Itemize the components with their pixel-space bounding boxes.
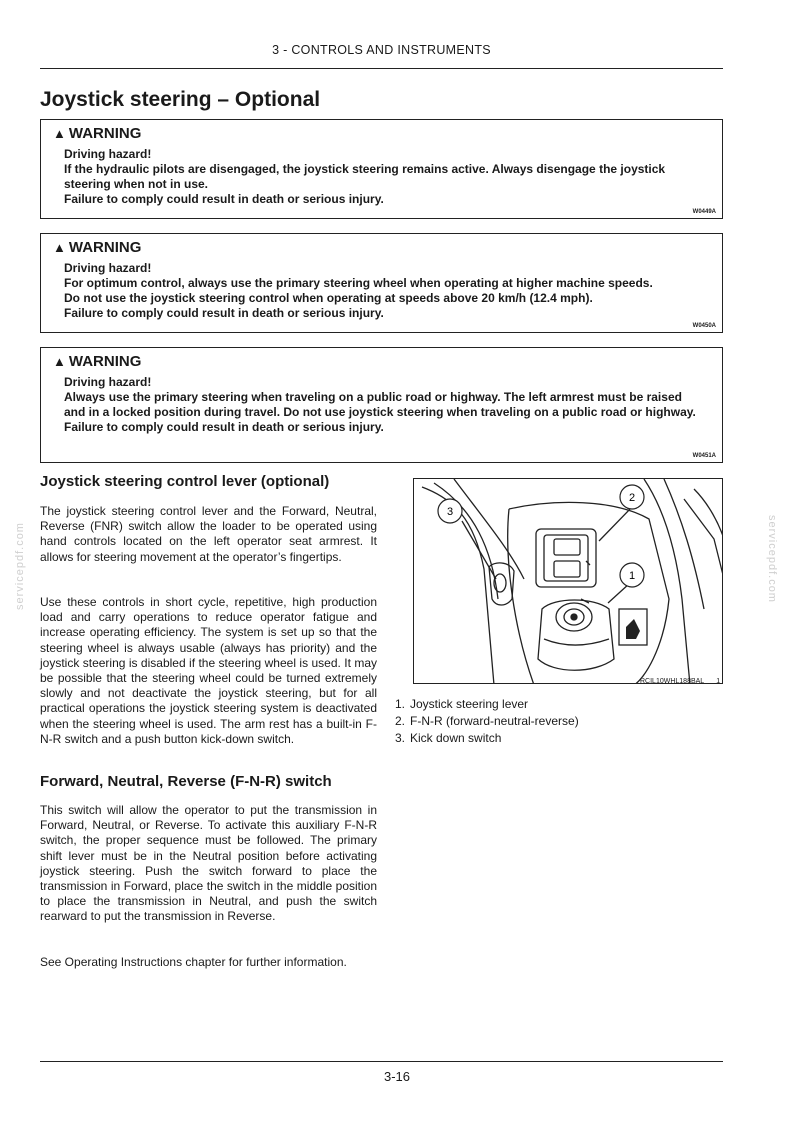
warning-line: Do not use the joystick steering control when operating at speeds above 20 km/h (12.4 mph). [64, 291, 593, 305]
legend-item [395, 730, 579, 747]
watermark-right: servicepdf.com [766, 515, 778, 603]
callout-2 [620, 485, 644, 509]
warning-triangle-icon: ▲ [53, 126, 66, 141]
callout-3 [438, 499, 462, 523]
warning-line: Driving hazard! [64, 375, 152, 389]
warning-triangle-icon: ▲ [53, 354, 66, 369]
figure-code: RCIL10WHL188BAL [640, 678, 705, 685]
warning-line: Driving hazard! [64, 261, 152, 275]
warning-label: WARNING [68, 353, 142, 370]
legend-number: 3. [395, 731, 406, 745]
header-section-title: 3 - CONTROLS AND INSTRUMENTS [272, 43, 491, 57]
callout-label: 3 [446, 506, 454, 518]
paragraph: This switch will allow the operator to put the transmission in Forward, Neutral, or Reverse. To activate this auxiliary F-N-R switch, the proper sequence must be followed. The primary shift lever must be in the Neutral position before activating joystick steering. Push the switch forward to place the transmission in Forward, place the switch in the middle position to place the transmission in Neutral, and push the switch rearward to put the transmission in Reverse. [40, 803, 377, 924]
callout-label: 2 [628, 492, 636, 504]
section-heading-joystick: Joystick steering control lever (optional) [40, 473, 330, 490]
joystick-illustration [414, 479, 723, 684]
warning-header [53, 352, 141, 372]
legend-text: Joystick steering lever [410, 697, 529, 711]
warning-box-3 [40, 347, 723, 463]
page-title: Joystick steering – Optional [40, 88, 321, 111]
legend-item [395, 696, 579, 713]
warning-box-2 [40, 233, 723, 333]
figure-legend [395, 696, 579, 747]
page-number: 3-16 [383, 1069, 411, 1084]
legend-text: Kick down switch [410, 731, 502, 745]
paragraph: The joystick steering control lever and the Forward, Neutral, Reverse (FNR) switch allow the loader to be operated using hand controls located on the left operator seat armrest. It allows for steering movement at the operator’s fingertips. [40, 504, 377, 564]
watermark-left: servicepdf.com [14, 522, 26, 610]
warning-label: WARNING [68, 125, 142, 142]
warning-triangle-icon: ▲ [53, 240, 66, 255]
warning-line: Failure to comply could result in death or serious injury. [64, 306, 384, 320]
figure-number: 1 [716, 678, 721, 685]
warning-label: WARNING [68, 239, 142, 256]
legend-number: 2. [395, 714, 406, 728]
warning-line: Failure to comply could result in death or serious injury. [64, 420, 384, 434]
footer-divider [40, 1061, 723, 1062]
legend-number: 1. [395, 697, 406, 711]
warning-body [64, 261, 704, 321]
warning-header [53, 124, 141, 144]
warning-line: If the hydraulic pilots are disengaged, the joystick steering remains active. Always disengage the joystick steering when not in use. [64, 162, 666, 191]
warning-code: W0450A [692, 323, 716, 329]
figure-caption [640, 678, 720, 685]
joystick-figure [413, 478, 723, 684]
section-heading-fnr: Forward, Neutral, Reverse (F-N-R) switch [40, 773, 332, 790]
warning-line: Always use the primary steering when traveling on a public road or highway. The left armrest must be raised and in a locked position during travel. Do not use joystick steering when traveling on a public road or highway. [64, 390, 696, 419]
warning-body [64, 147, 704, 207]
warning-line: Driving hazard! [64, 147, 152, 161]
callout-label: 1 [628, 570, 636, 582]
warning-header [53, 238, 141, 258]
callout-1 [620, 563, 644, 587]
warning-code: W0451A [692, 453, 716, 459]
warning-body [64, 375, 704, 435]
warning-code: W0449A [692, 209, 716, 215]
warning-line: For optimum control, always use the primary steering wheel when operating at higher machine speeds. [64, 276, 653, 290]
running-header [40, 40, 723, 69]
warning-line: Failure to comply could result in death or serious injury. [64, 192, 384, 206]
paragraph: See Operating Instructions chapter for further information. [40, 955, 347, 969]
paragraph: Use these controls in short cycle, repetitive, high production load and carry operations to reduce operator fatigue and increase operating efficiency. The system is set up so that the steering wheel is always usable (always has priority) and the joystick steering is disabled if the steering wheel is used. It may be possible that the steering wheel could be turned extremely slowly and not deactivate the joystick steering, but for all practical operations the joystick steering system is deactivated when the steering wheel is used. The arm rest has a built-in F-N-R switch and a push button kick-down switch. [40, 595, 377, 746]
legend-text: F-N-R (forward-neutral-reverse) [410, 714, 579, 728]
warning-box-1 [40, 119, 723, 219]
legend-item [395, 713, 579, 730]
